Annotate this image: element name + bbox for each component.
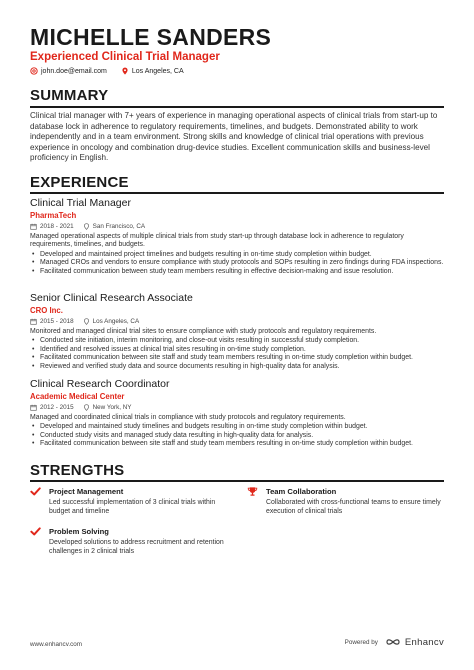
job-bullet: • Facilitated communication between site staff and study team members resulting in on-time study completion within budget. [30,354,444,362]
footer-branding[interactable] [345,636,444,648]
job-location [83,223,146,230]
strength-description: Developed solutions to address recruitment and retention challenges in 2 clinical trials [49,539,224,555]
experience-divider [30,192,444,194]
job-description: Monitored and managed clinical trial sites to ensure compliance with study protocols and regulatory requirements. [30,328,377,335]
summary-divider [30,106,444,108]
experience-heading: EXPERIENCE [30,174,129,191]
job-bullet: • Reviewed and verified study data and source documents resulting in high-quality data for analysis. [30,363,444,371]
job-bullets [30,423,444,448]
job-location-text: New York, NY [92,404,132,411]
at-sign-icon [30,67,38,75]
job-description: Managed operational aspects of multiple clinical trials from study start-up through database lock in adherence to regulatory requirements, timelines, and budgets. [30,233,404,249]
job-bullet: • Facilitated communication between study team members resulting in effective decision-making and issue resolution. [30,268,444,276]
company-name: Academic Medical Center [30,392,125,401]
job-bullet: • Facilitated communication between site staff and study team members resulting in on-time study completion within budget. [30,440,444,448]
job-bullet: • Developed and maintained study timelines and budgets resulting in on-time study completion within budget. [30,423,444,431]
candidate-name: MICHELLE SANDERS [30,24,272,50]
job-bullet: • Conducted site initiation, interim monitoring, and close-out visits resulting in successful study completion. [30,337,444,345]
job-location-text: San Francisco, CA [92,223,146,230]
summary-heading: SUMMARY [30,87,109,104]
job-entry [30,197,444,276]
job-dates-text: 2018 - 2021 [40,223,74,230]
job-description: Managed and coordinated clinical trials in compliance with study protocols and regulatory requirements. [30,414,346,421]
job-dates [30,318,74,325]
strength-item [30,486,230,516]
job-location [83,404,132,411]
location-text: Los Angeles, CA [131,67,184,75]
job-title: Senior Clinical Research Associate [30,292,193,304]
map-pin-icon [83,223,90,230]
job-bullet: • Managed CROs and vendors to ensure compliance with study protocols and SOPs resulting in zero findings during FDA inspections. [30,259,444,267]
strength-title: Project Management [49,487,124,496]
job-bullet: • Developed and maintained project timelines and budgets resulting in on-time study completion within budget. [30,251,444,259]
powered-by-text: Powered by [344,638,378,646]
trophy-icon [247,486,258,497]
location-item [121,67,184,75]
email-item[interactable] [30,67,107,75]
job-location [83,318,140,325]
map-pin-icon [83,404,90,411]
company-name: CRO Inc. [30,306,63,315]
company-name: PharmaTech [30,211,77,220]
contact-info [30,67,198,75]
job-entry [30,378,444,449]
job-meta [30,223,444,230]
job-title: Clinical Research Coordinator [30,378,170,390]
map-pin-icon [83,318,90,325]
strength-description: Led successful implementation of 3 clinical trials within budget and timeline [49,499,216,515]
checkmark-icon [30,486,41,497]
map-pin-icon [121,67,129,75]
calendar-icon [30,223,37,230]
strengths-divider [30,480,444,482]
job-bullet: • Conducted study visits and managed study data resulting in high-quality data for analysis. [30,432,444,440]
strength-description: Collaborated with cross-functional teams to ensure timely execution of clinical trials [266,499,441,515]
job-dates-text: 2015 - 2018 [40,318,74,325]
checkmark-icon [30,526,41,537]
job-location-text: Los Angeles, CA [92,318,140,325]
calendar-icon [30,404,37,411]
strength-title: Problem Solving [49,527,109,536]
job-title: Clinical Trial Manager [30,197,131,209]
job-dates [30,223,74,230]
job-bullet: • Identified and resolved issues at clinical trial sites resulting in on-time study completion. [30,346,444,354]
summary-text: Clinical trial manager with 7+ years of experience in managing operational aspects of clinical trials from start-up to database lock in adherence to regulatory requirements, timelines, and budgets. Demonstrated ability to work independently and in a team environment. Strong skills and knowledge of clinical trial operations with previous experience in oncology and combination drug-device studies. Excellent communication skills and business-level proficiency in English. [30,111,438,163]
strength-title: Team Collaboration [266,487,337,496]
candidate-headline: Experienced Clinical Trial Manager [30,51,220,63]
job-bullets [30,251,444,276]
calendar-icon [30,318,37,325]
job-entry [30,292,444,371]
job-dates-text: 2012 - 2015 [40,404,74,411]
brand-name: Enhancv [404,636,444,648]
footer-website[interactable]: www.enhancv.com [30,641,83,648]
strength-item [30,526,230,556]
strengths-heading: STRENGTHS [30,462,125,479]
email-text: john.doe@email.com [41,67,107,75]
job-bullets [30,337,444,371]
strength-item [247,486,447,516]
job-meta [30,404,444,411]
enhancv-logo-icon [384,636,402,648]
job-meta [30,318,444,325]
job-dates [30,404,74,411]
